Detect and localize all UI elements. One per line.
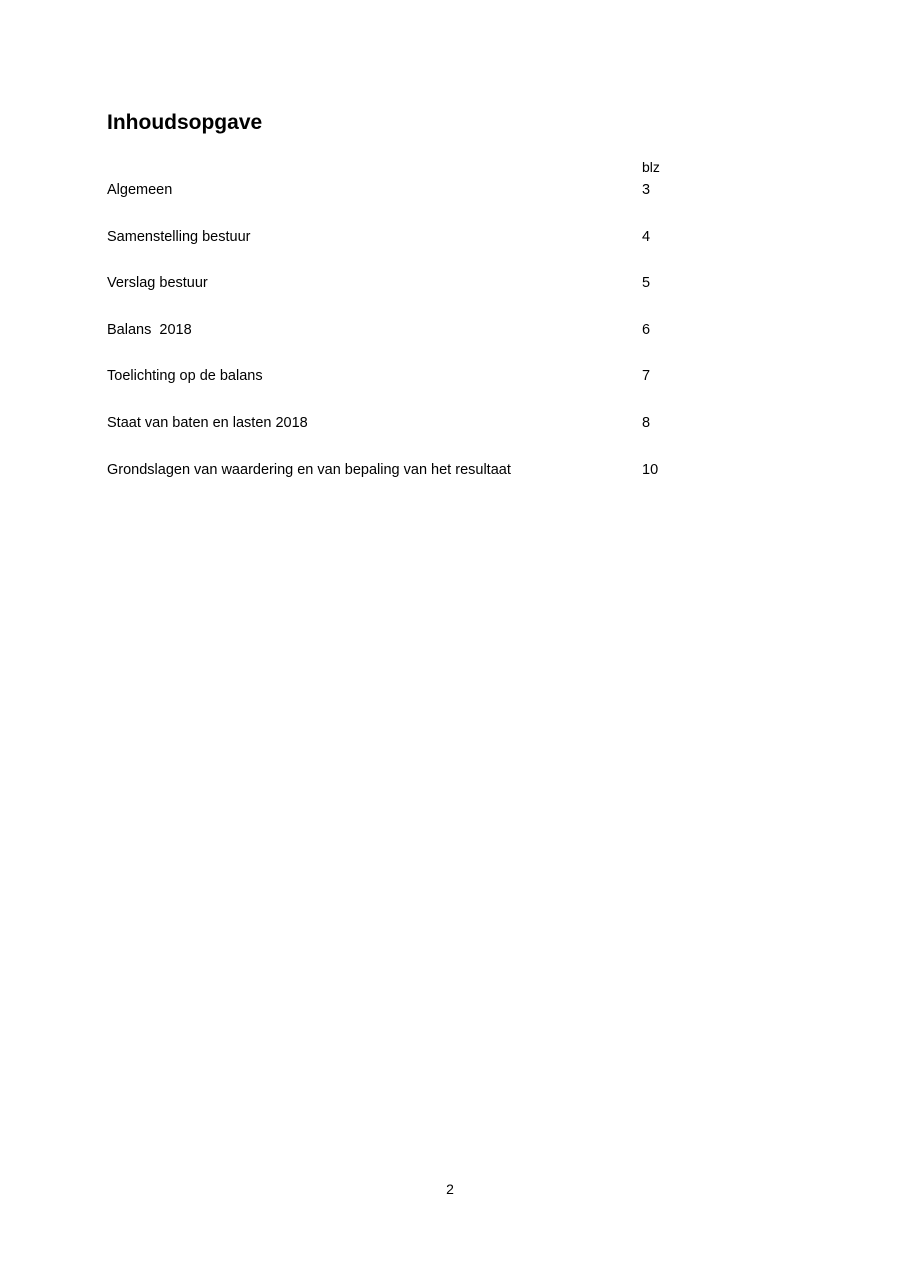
toc-entry-label: Staat van baten en lasten 2018 (107, 414, 308, 431)
toc-entry-label: Balans 2018 (107, 321, 192, 338)
toc-entry-algemeen (107, 179, 707, 226)
table-of-contents (107, 179, 707, 505)
toc-entry-toelichting-balans (107, 365, 707, 412)
toc-entry-label: Grondslagen van waardering en van bepaling van het resultaat (107, 461, 511, 478)
toc-entry-label: Verslag bestuur (107, 275, 208, 292)
toc-entry-page: 5 (642, 275, 651, 292)
toc-entry-page: 3 (642, 182, 651, 198)
toc-entry-verslag-bestuur (107, 272, 707, 319)
page-column-header: blz (642, 159, 660, 175)
toc-entry-page: 10 (642, 461, 659, 478)
toc-entry-grondslagen (107, 459, 707, 506)
toc-entry-page: 8 (642, 414, 651, 431)
toc-entry-samenstelling-bestuur (107, 226, 707, 273)
page-title: Inhoudsopgave (107, 111, 263, 134)
toc-entry-label: Toelichting op de balans (107, 368, 263, 385)
toc-entry-staat-baten-lasten (107, 412, 707, 459)
toc-entry-label: Algemeen (107, 182, 173, 198)
toc-entry-page: 6 (642, 321, 651, 338)
toc-entry-balans (107, 319, 707, 366)
page-number: 2 (446, 1181, 454, 1197)
toc-entry-page: 7 (642, 368, 651, 385)
toc-entry-page: 4 (642, 228, 651, 245)
toc-entry-label: Samenstelling bestuur (107, 228, 251, 245)
